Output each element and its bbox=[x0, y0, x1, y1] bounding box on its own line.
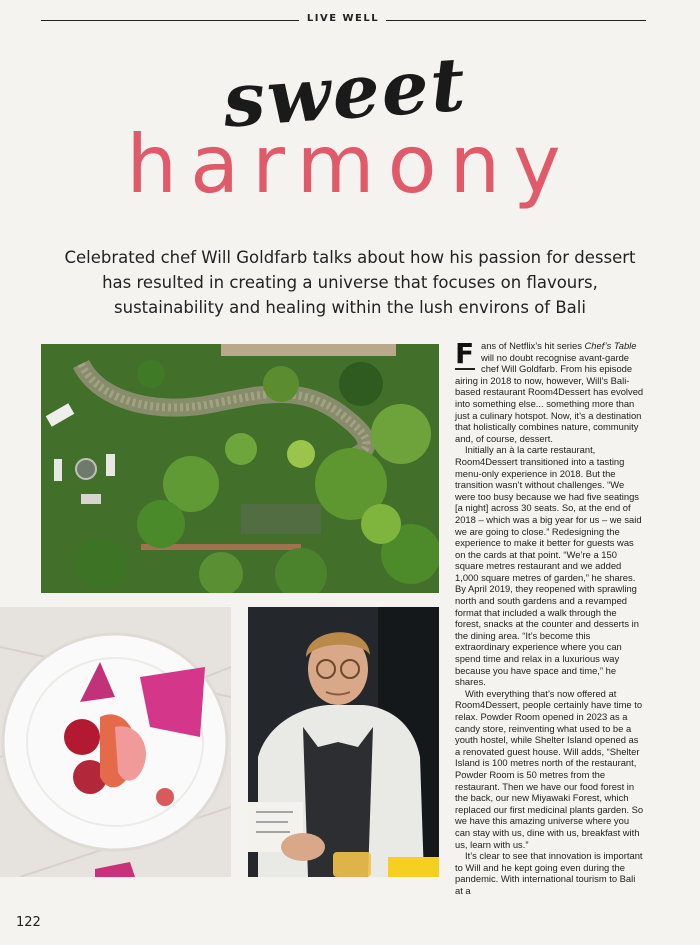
dessert-plate-photo bbox=[0, 607, 231, 877]
garden-aerial-photo bbox=[41, 344, 439, 593]
page-number: 122 bbox=[16, 915, 41, 930]
header-rule-right bbox=[386, 20, 646, 21]
article-paragraph: It’s clear to see that innovation is important to Will and he kept going even during the pandemic. With international tourism to Bali at a bbox=[455, 850, 643, 896]
paragraph-text: ans of Netflix’s hit series bbox=[481, 340, 585, 351]
title-script-word: sweet bbox=[220, 41, 470, 145]
standfirst: Celebrated chef Will Goldfarb talks about how his passion for dessert has resulted in creating a universe that focuses on flavours, sustainability and healing within the lush environs of Bali bbox=[64, 248, 636, 317]
paragraph-text: will no doubt recognise avant-garde chef Will Goldfarb. From his episode airing in 2018 to now, however, Will’s Bali-based restaurant Room4Dessert has evolved into something else... something more than just a culinary hotspot. Now, it’s a destination that holistically combines nature, community and, of course, dessert. bbox=[455, 351, 644, 444]
article-body bbox=[455, 337, 645, 897]
article-paragraph: With everything that’s now offered at Room4Dessert, people certainly have time to relax. Powder Room opened in 2023 as a candy store, reinventing what used to be a youth hostel, while Shelter Island opened as a renovated guest house. Will adds, “Shelter Island is 100 metres north of the restaurant, Powder Room is 50 metres from the restaurant. Then we have our food forest in the back, our new Miyawaki Forest, which replaced our first medicinal plants garden. So we have this amazing universe where you can stay with us, dine with us, breakfast with us, learn with us.” bbox=[455, 687, 644, 850]
title-main-word: harmony bbox=[126, 118, 574, 211]
show-title: Chef’s Table bbox=[584, 340, 637, 351]
chef-portrait-photo bbox=[248, 607, 439, 877]
article-paragraph bbox=[455, 337, 645, 444]
drop-cap: F bbox=[455, 337, 475, 370]
section-label: LIVE WELL bbox=[306, 13, 380, 24]
article-paragraph: Initially an à la carte restaurant, Room4Dessert transitioned into a tasting menu-only experience in 2018. But the transition wasn’t without challenges. “We were too busy because we had five seatings [a night] across 30 seats. So, at the end of 2018 – which was a big year for us – we said we are going to close.” Redesigning the experience to make it better for guests was on the cards at that point. “We’re a 150 square metres restaurant and we added 1,000 square metres of garden,” he shares. By April 2019, they reopened with sprawling north and south gardens and a revamped format that included a walk through the forest, snacks at the counter and desserts in the dining area. “It’s become this extraordinary experience where you can spend time and relax in a luxurious way because you have space and time,” he shares. bbox=[455, 444, 642, 688]
header-rule-left bbox=[41, 20, 299, 21]
